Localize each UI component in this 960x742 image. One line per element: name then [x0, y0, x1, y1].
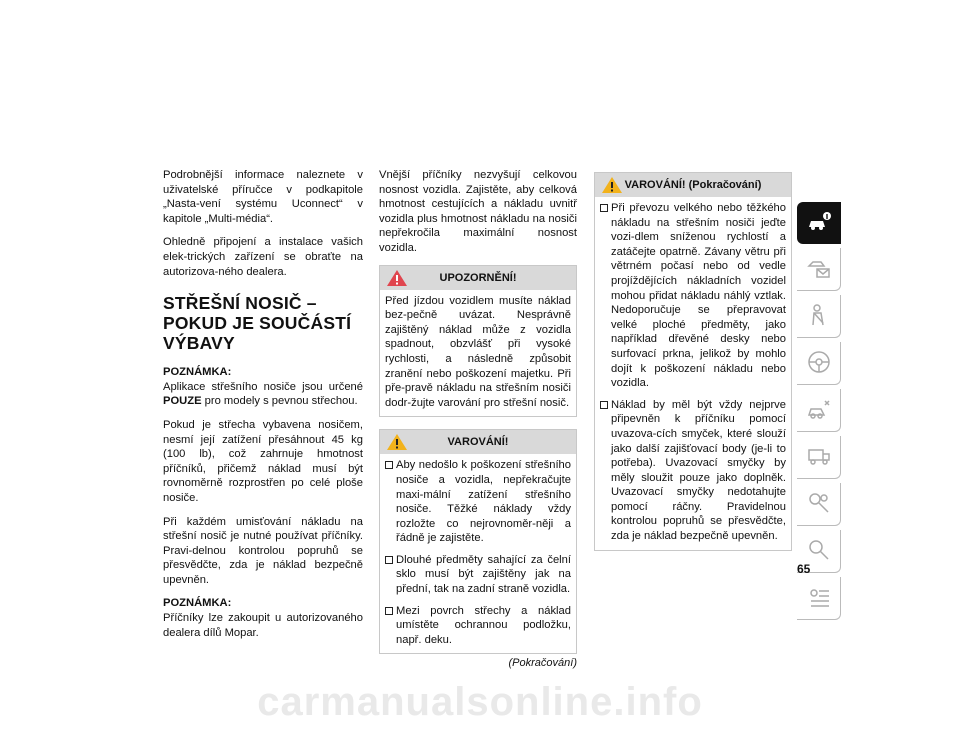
paragraph-uconnect: Podrobnější informace naleznete v uživatelské příručce v podkapitole „Nasta-vení systému Uconnect“ v kapitole „Multi-média“. — [163, 169, 363, 225]
tab-car-info[interactable] — [797, 202, 841, 244]
note-2-title: POZNÁMKA: — [163, 597, 232, 610]
warning-triangle-icon — [386, 433, 408, 451]
checkbox-bullet-icon — [385, 607, 393, 615]
caution-title: UPOZORNĚNÍ! — [439, 271, 517, 284]
column-right — [594, 172, 792, 551]
envelope-icon — [805, 254, 833, 282]
warning-item-text: Dlouhé předměty sahající za čelní sklo musí být zajištěny jak na přední, tak na zadní straně vozidla. — [396, 553, 571, 596]
tab-seatbelt[interactable] — [797, 295, 841, 338]
wrench-icon — [805, 489, 833, 517]
seatbelt-icon — [805, 301, 833, 329]
car-service-icon — [805, 442, 833, 470]
paragraph-dealer: Ohledně připojení a instalace vašich elek-trických zařízení se obraťte na autorizova-ného dealera. — [163, 236, 363, 278]
tab-envelope[interactable] — [797, 248, 841, 291]
warning-item — [385, 553, 571, 597]
note-2-text: Příčníky lze zakoupit u autorizovaného dealera dílů Mopar. — [163, 612, 363, 639]
section-heading: STŘEŠNÍ NOSIČ – POKUD JE SOUČÁSTÍ VÝBAVY — [163, 293, 352, 354]
steering-wheel-icon — [805, 348, 833, 376]
car-info-icon — [805, 208, 833, 236]
note-1-bold: POUZE — [163, 395, 202, 408]
caution-header — [380, 266, 576, 290]
paragraph-crossbars: Při každém umisťování nákladu na střešní nosič je nutné používat příčníky. Pravi-delnou kontrolou popruhů se přesvědčte, zda je náklad bezpečně upevněn. — [163, 515, 363, 586]
checkbox-bullet-icon — [385, 556, 393, 564]
car-crash-icon — [805, 395, 833, 423]
caution-box — [379, 265, 577, 418]
note-1-title: POZNÁMKA: — [163, 366, 232, 379]
warning-item — [385, 458, 571, 546]
warning-item — [385, 604, 571, 648]
warning-continued-box — [594, 172, 792, 551]
tab-settings-list[interactable] — [797, 577, 841, 620]
watermark: carmanualsonline.info — [257, 680, 703, 724]
settings-list-icon — [805, 583, 833, 611]
note-1-text-a: Aplikace střešního nosiče jsou určené — [163, 380, 363, 393]
tab-car-service[interactable] — [797, 436, 841, 479]
warning-item-text: Aby nedošlo k poškození střešního nosiče a vozidla, nepřekračujte maxi-mální zatížení střešního nosiče. Těžké náklady vždy rozložte co nejrovnoměr-něji a řádně je zajistěte. — [396, 459, 571, 545]
checkbox-bullet-icon — [385, 461, 393, 469]
column-middle — [379, 168, 577, 671]
paragraph-load-limit: Pokud je střecha vybavena nosičem, nesmí její zatížení přesáhnout 45 kg (100 lb), což zahrnuje hmotnost příčníků, přičemž náklad musí být rovnoměrně rozprostřen po celé ploše nosiče. — [163, 418, 363, 504]
warning-continued-header — [595, 173, 791, 197]
warning-item — [600, 398, 786, 544]
warning-item — [600, 201, 786, 391]
warning-item-text: Mezi povrch střechy a náklad umístěte ochrannou podložku, např. deku. — [396, 604, 571, 646]
page-number: 65 — [797, 562, 811, 576]
caution-text: Před jízdou vozidlem musíte náklad bez-pečně uvázat. Nesprávně zajištěný náklad může z vozidla spadnout, obzvlášť při vysoké rychlosti, a následně způsobit zranění nebo poškození majetku. Při pře-pravě nákladu na střešním nosiči dodr-žujte varování pro střešní nosič. — [385, 294, 571, 409]
paragraph-capacity: Vnější příčníky nezvyšují celkovou nosnost vozidla. Zajistěte, aby celková hmotnost cestujících a nákladu uvnitř vozidla plus hmotnost nákladu na nosiči nepřekročila maximální nosnost vozidla. — [379, 169, 577, 254]
warning-item-text: Náklad by měl být vždy nejprve připevněn k příčníku pomocí uvazova-cích smyček, které slouží jako další zajišťovací body (je-li to potřeba). Uvazovací smyčky by měly sloužit pouze jako doplněk. Uvazovací smyčky nedotahujte pomocí ráčny. Pravidelnou kontrolou popruhů se přesvědčte, zda je náklad bezpečně upevněn. — [611, 398, 786, 543]
warning-title: VAROVÁNÍ! — [447, 436, 509, 449]
warning-triangle-icon — [386, 269, 408, 287]
warning-triangle-icon — [601, 176, 623, 194]
tab-wrench[interactable] — [797, 483, 841, 526]
chapter-tabs — [797, 202, 841, 624]
tab-car-crash[interactable] — [797, 389, 841, 432]
checkbox-bullet-icon — [600, 401, 608, 409]
continued-label: (Pokračování) — [508, 657, 577, 670]
column-left — [163, 168, 363, 649]
magnifier-icon — [805, 536, 833, 564]
note-1-text-b: pro modely s pevnou střechou. — [201, 395, 358, 408]
warning-body — [380, 454, 576, 653]
warning-box — [379, 429, 577, 654]
caution-body — [380, 290, 576, 417]
note-1 — [163, 365, 363, 409]
tab-steering-wheel[interactable] — [797, 342, 841, 385]
note-2 — [163, 596, 363, 640]
warning-continued-body — [595, 197, 791, 550]
checkbox-bullet-icon — [600, 204, 608, 212]
warning-continued-title: VAROVÁNÍ! (Pokračování) — [624, 179, 762, 191]
warning-header — [380, 430, 576, 454]
warning-item-text: Při převozu velkého nebo těžkého nákladu na střešním nosiči jeďte vozi-dlem sníženou rychlostí a zatáčejte opatrně. Závany větru při větrném počasí nebo od vedle projíždějících nákladních vozidel mohou přidat nákladu náhlý vztlak. Nedoporučuje se přepravovat velké ploché předměty, jako například dřevěné desky nebo surfovací prkna, jelikož by mohlo dojít k poškození nákladu nebo vozidla. — [611, 202, 786, 390]
